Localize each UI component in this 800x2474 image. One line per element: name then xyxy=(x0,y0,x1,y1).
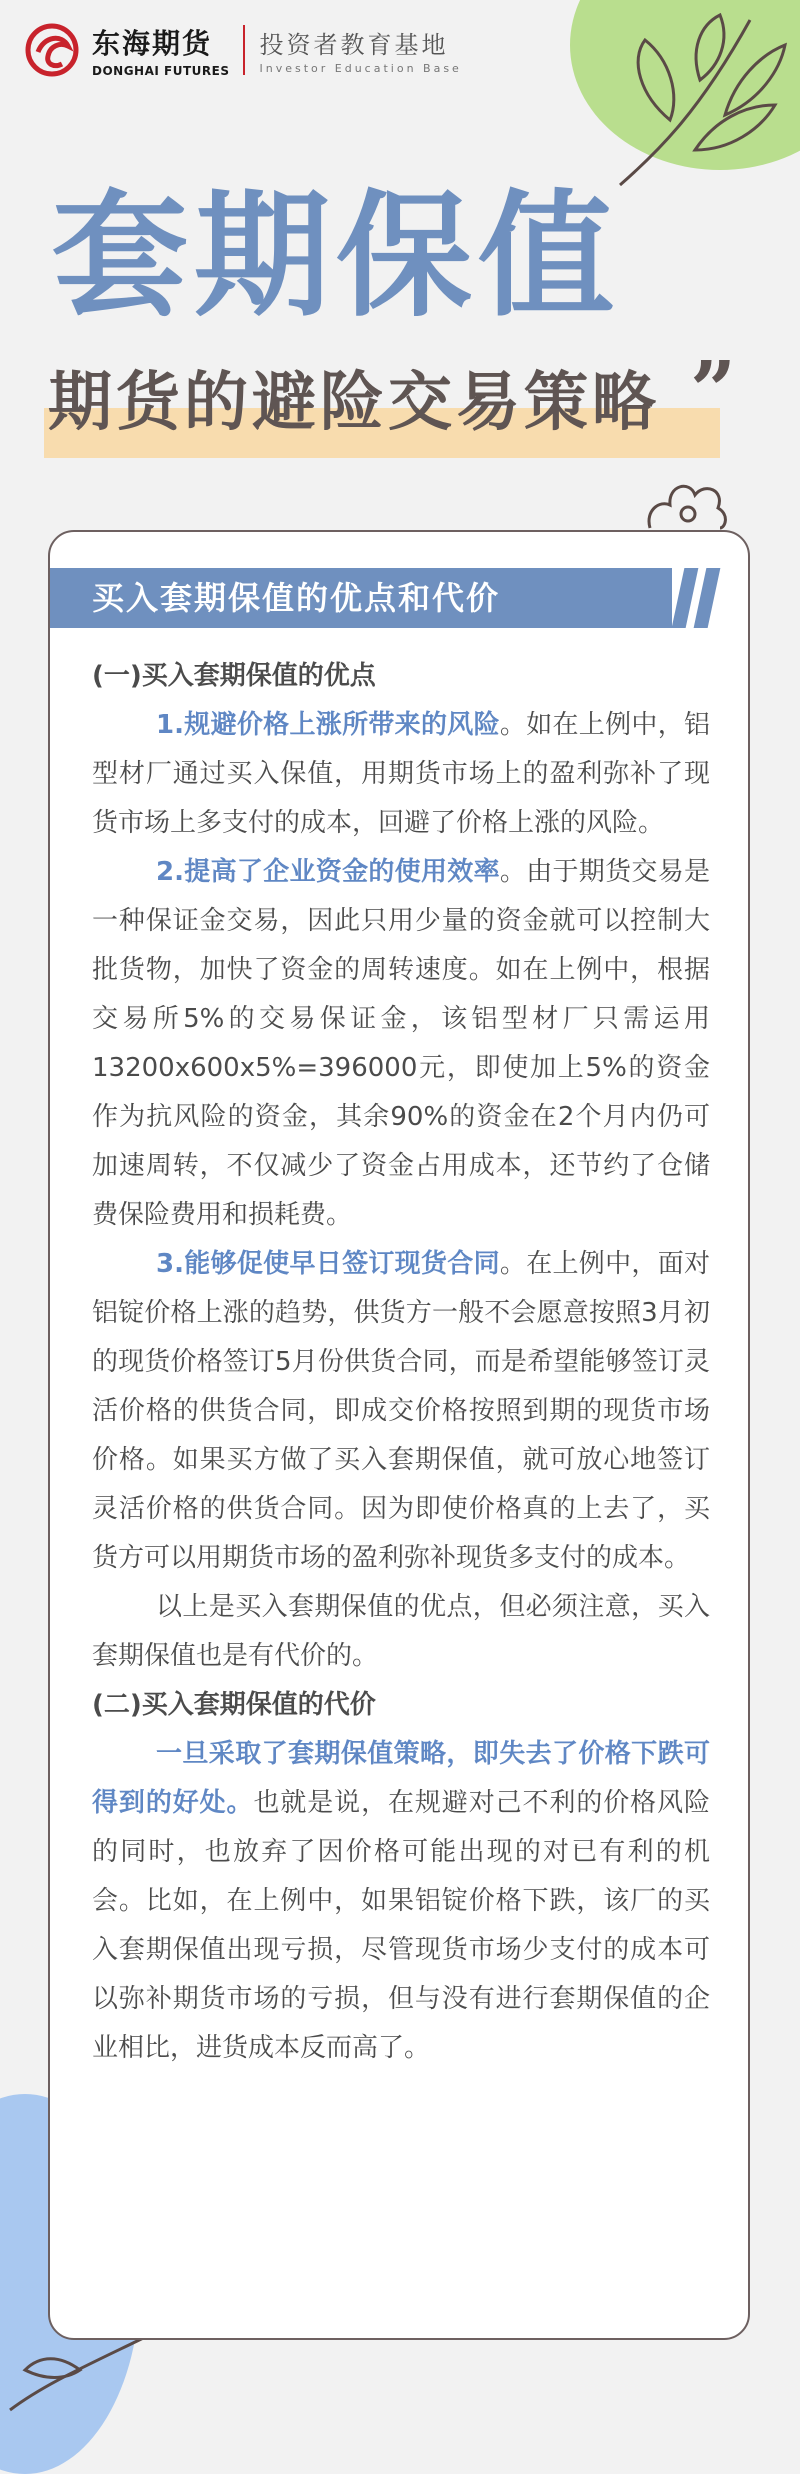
paragraph-text: 也就是说，在规避对己不利的价格风险的同时，也放弃了因价格可能出现的对已有利的机会。比如，在上例中，如果铝锭价格下跌，该厂的买入套期保值出现亏损，尽管现货市场少支付的成本可以弥补期货市场的亏损，但与没有进行套期保值的企业相比，进货成本反而高了。 xyxy=(92,1788,710,2063)
paragraph-text: 。在上例中，面对铝锭价格上涨的趋势，供货方一般不会愿意按照3月初的现货价格签订5月份供货合同，而是希望能够签订灵活价格的供货合同，即成交价格按照到期的现货市场价格。如果买方做了买入套期保值，就可放心地签订灵活价格的供货合同。因为即使价格真的上去了，买货方可以用期货市场的盈利弥补现货多支付的成本。 xyxy=(92,1249,710,1573)
highlight-text: 3.能够促使早日签订现货合同 xyxy=(156,1249,500,1279)
flower-outline-icon xyxy=(640,470,730,530)
donghai-logo-icon xyxy=(24,22,80,78)
highlight-text: 1.规避价格上涨所带来的风险 xyxy=(156,710,500,740)
paragraph-advantage-2 xyxy=(92,848,710,1240)
page-subtitle: 期货的避险交易策略 xyxy=(48,365,660,440)
subtitle-quote-mark: ” xyxy=(690,343,737,437)
article-body xyxy=(92,652,710,2073)
paragraph-cost xyxy=(92,1730,710,2073)
highlight-text: 2.提高了企业资金的使用效率 xyxy=(156,857,500,887)
investor-base-cn: 投资者教育基地 xyxy=(259,31,449,59)
paragraph-advantage-3 xyxy=(92,1240,710,1583)
page-title: 套期保值 xyxy=(52,176,620,336)
brand-name-en: DONGHAI FUTURES xyxy=(92,64,230,78)
section-heading-advantages: (一)买入套期保值的优点 xyxy=(92,661,376,691)
paragraph-text: 。如在上例中，铝型材厂通过买入保值，用期货市场上的盈利弥补了现货市场上多支付的成本，回避了价格上涨的风险。 xyxy=(92,710,710,838)
banner-title: 买入套期保值的优点和代价 xyxy=(92,579,501,617)
brand-name-cn: 东海期货 xyxy=(92,27,213,60)
logo-divider xyxy=(243,25,245,75)
paragraph-summary: 以上是买入套期保值的优点，但必须注意，买入套期保值也是有代价的。 xyxy=(92,1592,710,1671)
leaf-branch-icon xyxy=(600,0,800,190)
paragraph-advantage-1 xyxy=(92,701,710,848)
highlight-text: 一旦采取了套期保值策略，即失去了价格下跌可得到的好处。 xyxy=(92,1739,710,1818)
section-heading-cost: (二)买入套期保值的代价 xyxy=(92,1690,376,1720)
paragraph-text: 。由于期货交易是一种保证金交易，因此只用少量的资金就可以控制大批货物，加快了资金的周转速度。如在上例中，根据交易所5%的交易保证金，该铝型材厂只需运用13200x600x5%=396000元，即使加上5%的资金作为抗风险的资金，其余90%的资金在2个月内仍可加速周转，不仅减少了资金占用成本，还节约了仓储费保险费用和损耗费。 xyxy=(92,857,710,1230)
investor-base-en: Investor Education Base xyxy=(259,62,462,75)
header-logo xyxy=(24,22,462,78)
